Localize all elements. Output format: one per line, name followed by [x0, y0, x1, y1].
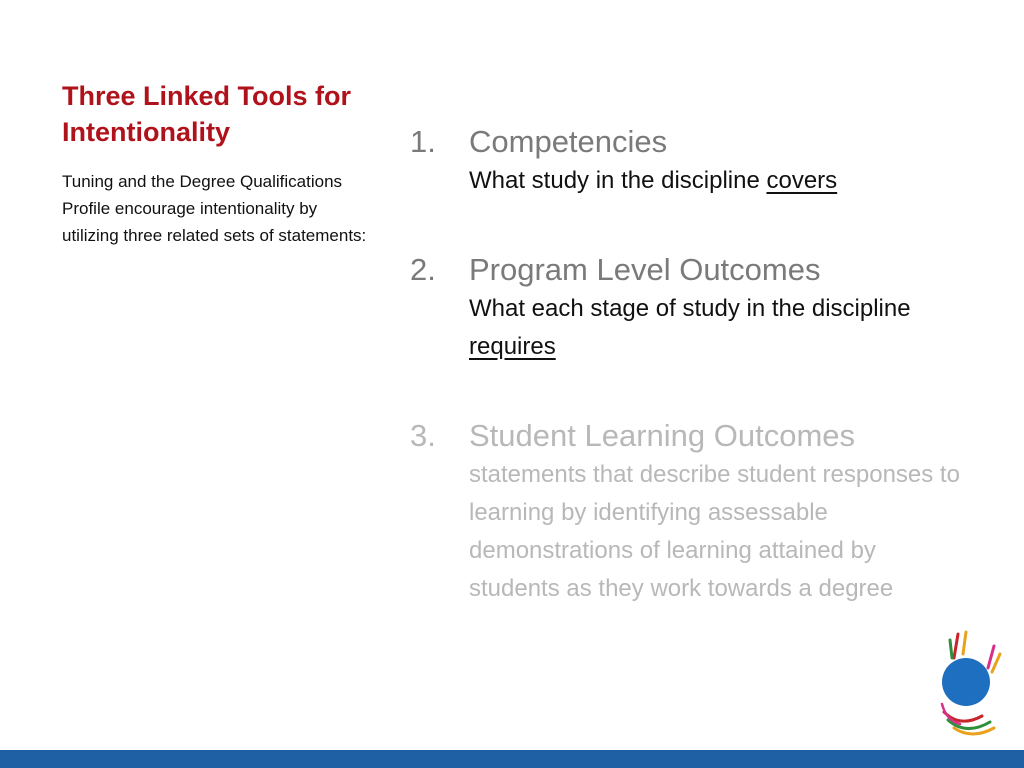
item-number: 3. [410, 418, 436, 453]
item-description-emphasis: covers [766, 167, 838, 194]
slide-subtitle: Tuning and the Degree Qualifications Profile encourage intentionality by utilizing three related sets of statements: [62, 172, 367, 245]
list-item-competencies [410, 122, 970, 200]
item-description [469, 290, 970, 366]
slide-title: Three Linked Tools for Intentionality [62, 81, 352, 147]
item-description-text: statements that describe student responses to learning by identifying assessable demonstrations of learning attained by students as they work towards a degree [469, 461, 960, 602]
item-description-text: What study in the discipline [469, 167, 767, 194]
lumina-logo-icon [930, 624, 1010, 744]
item-heading: Competencies [469, 124, 668, 159]
item-description [469, 456, 970, 608]
item-number: 1. [410, 124, 436, 159]
item-heading: Program Level Outcomes [469, 252, 821, 287]
statement-list [410, 122, 970, 608]
item-heading: Student Learning Outcomes [469, 418, 856, 453]
list-item-program-level-outcomes [410, 250, 970, 366]
item-description-emphasis: requires [469, 333, 556, 360]
footer-bar [0, 750, 1024, 768]
item-number: 2. [410, 252, 436, 287]
logo-circle [942, 658, 990, 706]
item-description [469, 162, 970, 200]
item-description-text: What each stage of study in the discipline [469, 295, 911, 322]
list-item-student-learning-outcomes [410, 416, 970, 608]
